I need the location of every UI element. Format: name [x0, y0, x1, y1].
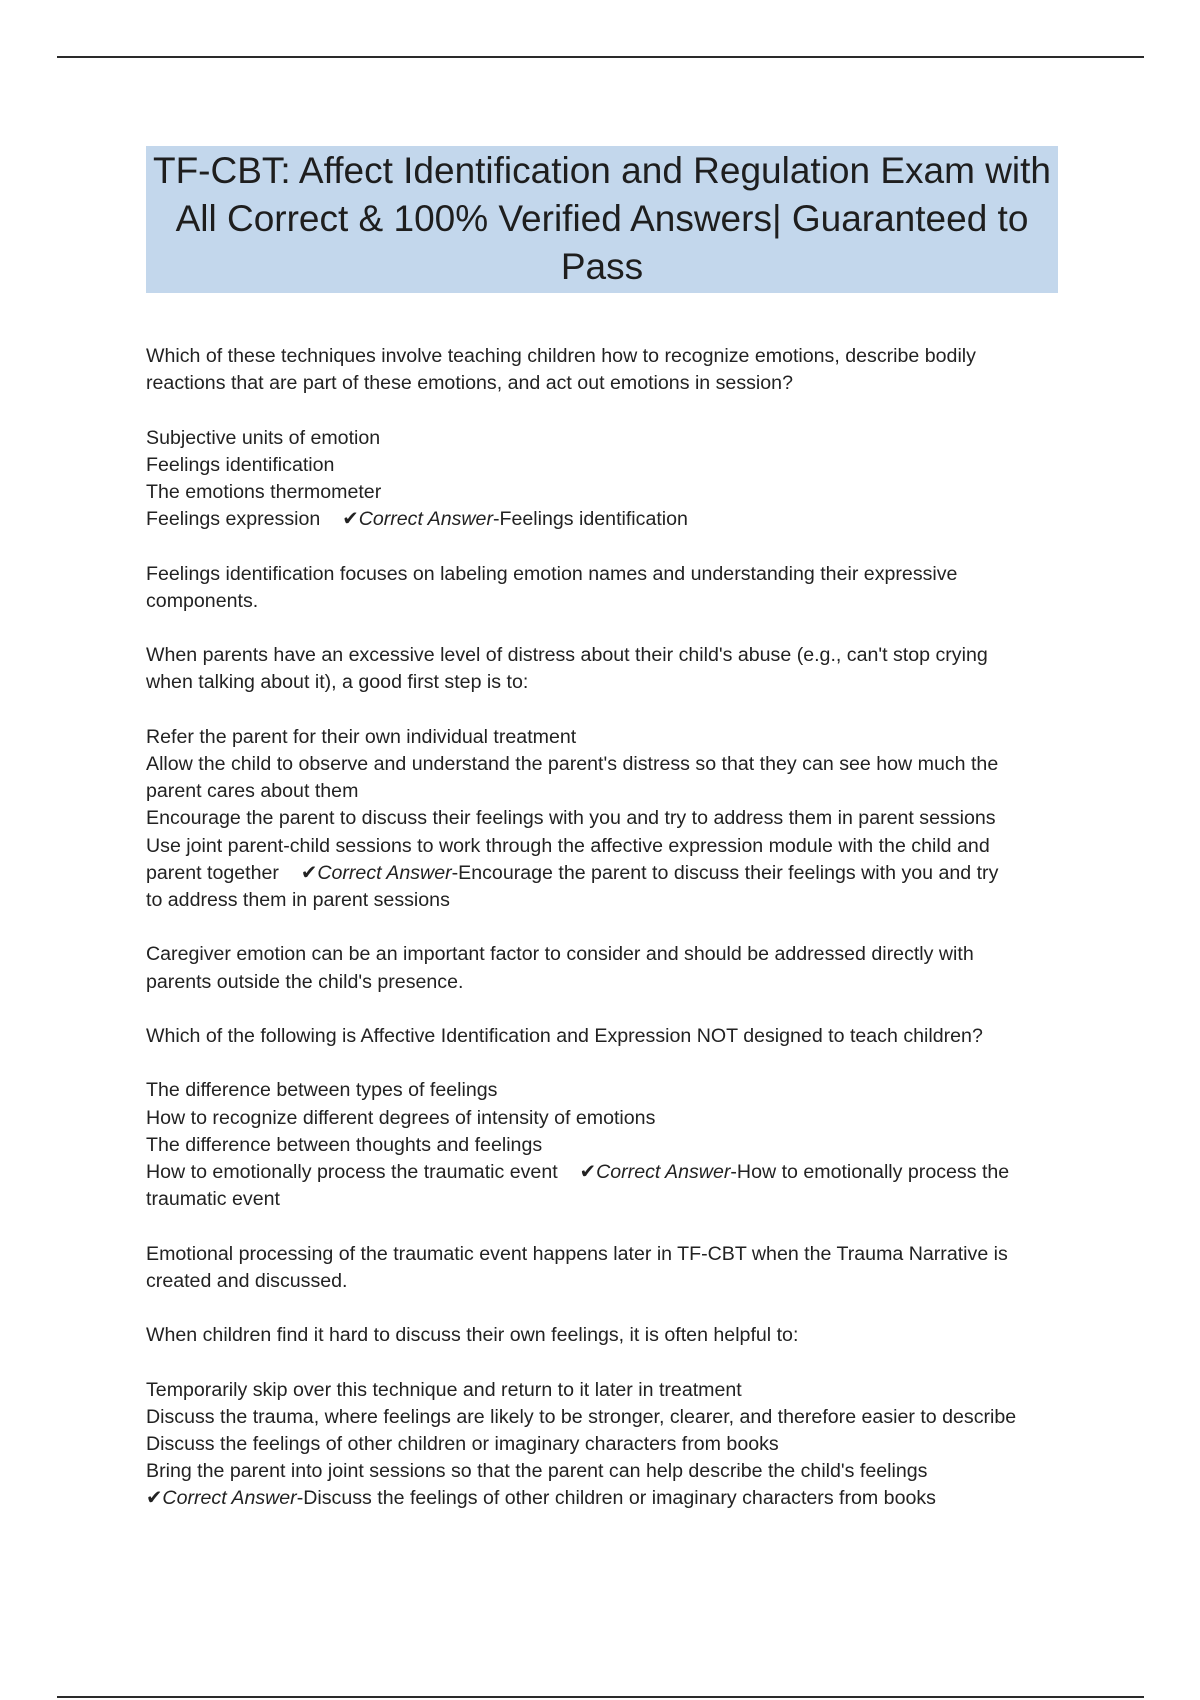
answer-option: Bring the parent into joint sessions so that the parent can help describe the child's feelings	[146, 1460, 928, 1483]
correct-answer-label: Correct Answer	[358, 508, 493, 531]
exam-content	[146, 343, 1066, 1540]
answer-option: The difference between types of feelings	[146, 1079, 498, 1102]
question-text: Which of the following is Affective Identification and Expression NOT designed to teach children?	[146, 1024, 983, 1047]
answer-option: Discuss the feelings of other children or imaginary characters from books	[146, 1432, 779, 1455]
title-line: All Correct & 100% Verified Answers| Guaranteed to	[175, 198, 1029, 239]
check-icon: ✔	[342, 508, 359, 531]
correct-answer-text: Discuss the feelings of other children or imaginary characters from books	[303, 1487, 936, 1510]
question-text: reactions that are part of these emotions, and act out emotions in session?	[146, 372, 793, 395]
answer-option: Refer the parent for their own individual treatment	[146, 725, 577, 748]
question-3-options	[146, 1077, 1066, 1213]
check-icon: ✔	[146, 1487, 163, 1510]
answer-option: Feelings expression	[146, 508, 321, 531]
correct-answer-label: Correct Answer	[162, 1487, 297, 1510]
header-rule	[57, 56, 1144, 58]
answer-option: Feelings identification	[146, 453, 335, 476]
check-icon: ✔	[579, 1160, 597, 1183]
question-2	[146, 642, 1066, 696]
answer-option: The difference between thoughts and feelings	[146, 1133, 543, 1156]
rationale-2	[146, 941, 1066, 995]
question-2-options	[146, 724, 1066, 914]
answer-option: Discuss the trauma, where feelings are likely to be stronger, clearer, and therefore easier to describe	[146, 1405, 1017, 1428]
answer-option-with-answer	[146, 860, 1066, 887]
answer-option: Subjective units of emotion	[146, 426, 381, 449]
title-line: Pass	[560, 246, 644, 287]
answer-option: Allow the child to observe and understand the parent's distress so that they can see how much the	[146, 752, 999, 775]
document-title	[146, 146, 1058, 293]
question-1-options	[146, 425, 1066, 534]
question-3	[146, 1023, 1066, 1050]
correct-answer-text: Encourage the parent to discuss their feelings with you and try	[458, 861, 999, 884]
answer-option: parent together	[146, 861, 279, 884]
answer-option: parent cares about them	[146, 780, 359, 803]
answer-option: The emotions thermometer	[146, 481, 382, 503]
question-4	[146, 1322, 1066, 1349]
correct-answer-text: Feelings identification	[499, 508, 688, 531]
rationale-text: Feelings identification focuses on labeling emotion names and understanding their expressive	[146, 562, 958, 585]
question-text: when talking about it), a good first step is to:	[146, 671, 529, 694]
rationale-text: Caregiver emotion can be an important factor to consider and should be addressed directly with	[146, 943, 974, 966]
correct-answer-continued: traumatic event	[146, 1188, 280, 1211]
footer-rule	[57, 1696, 1144, 1698]
correct-answer: ✔Correct Answer-Encourage the parent to discuss their feelings with you and try	[300, 861, 999, 884]
rationale-text: created and discussed.	[146, 1269, 348, 1292]
correct-answer-label: Correct Answer	[596, 1160, 731, 1183]
answer-option: Use joint parent-child sessions to work through the affective expression module with the child and	[146, 834, 990, 857]
correct-answer: ✔Correct Answer-Feelings identification	[342, 508, 688, 531]
answer-option: Temporarily skip over this technique and return to it later in treatment	[146, 1378, 742, 1401]
question-4-options	[146, 1377, 1066, 1513]
rationale-3	[146, 1241, 1066, 1295]
rationale-text: parents outside the child's presence.	[146, 970, 464, 993]
title-line: TF-CBT: Affect Identification and Regulation Exam with	[152, 150, 1052, 191]
rationale-text: components.	[146, 589, 259, 612]
correct-answer: ✔Correct Answer-How to emotionally process the	[579, 1160, 1010, 1183]
correct-answer: ✔Correct Answer-Discuss the feelings of other children or imaginary characters from books	[146, 1487, 936, 1510]
question-1	[146, 343, 1066, 397]
answer-option: How to emotionally process the traumatic event	[146, 1160, 558, 1183]
answer-option: How to recognize different degrees of intensity of emotions	[146, 1106, 656, 1129]
rationale-1	[146, 561, 1066, 615]
correct-answer-label: Correct Answer	[317, 861, 452, 884]
question-text: When children find it hard to discuss their own feelings, it is often helpful to:	[146, 1324, 799, 1347]
correct-answer-continued: to address them in parent sessions	[146, 889, 450, 911]
check-icon: ✔	[300, 861, 318, 884]
correct-answer-text: How to emotionally process the	[736, 1160, 1010, 1183]
question-text: Which of these techniques involve teaching children how to recognize emotions, describe bodily	[146, 345, 976, 367]
answer-option-with-answer	[146, 1159, 1066, 1186]
answer-option: Encourage the parent to discuss their feelings with you and try to address them in parent sessions	[146, 807, 996, 830]
answer-option-with-answer	[146, 506, 1066, 533]
rationale-text: Emotional processing of the traumatic event happens later in TF-CBT when the Trauma Narrative is	[146, 1242, 1008, 1265]
question-text: When parents have an excessive level of distress about their child's abuse (e.g., can't stop crying	[146, 644, 988, 667]
